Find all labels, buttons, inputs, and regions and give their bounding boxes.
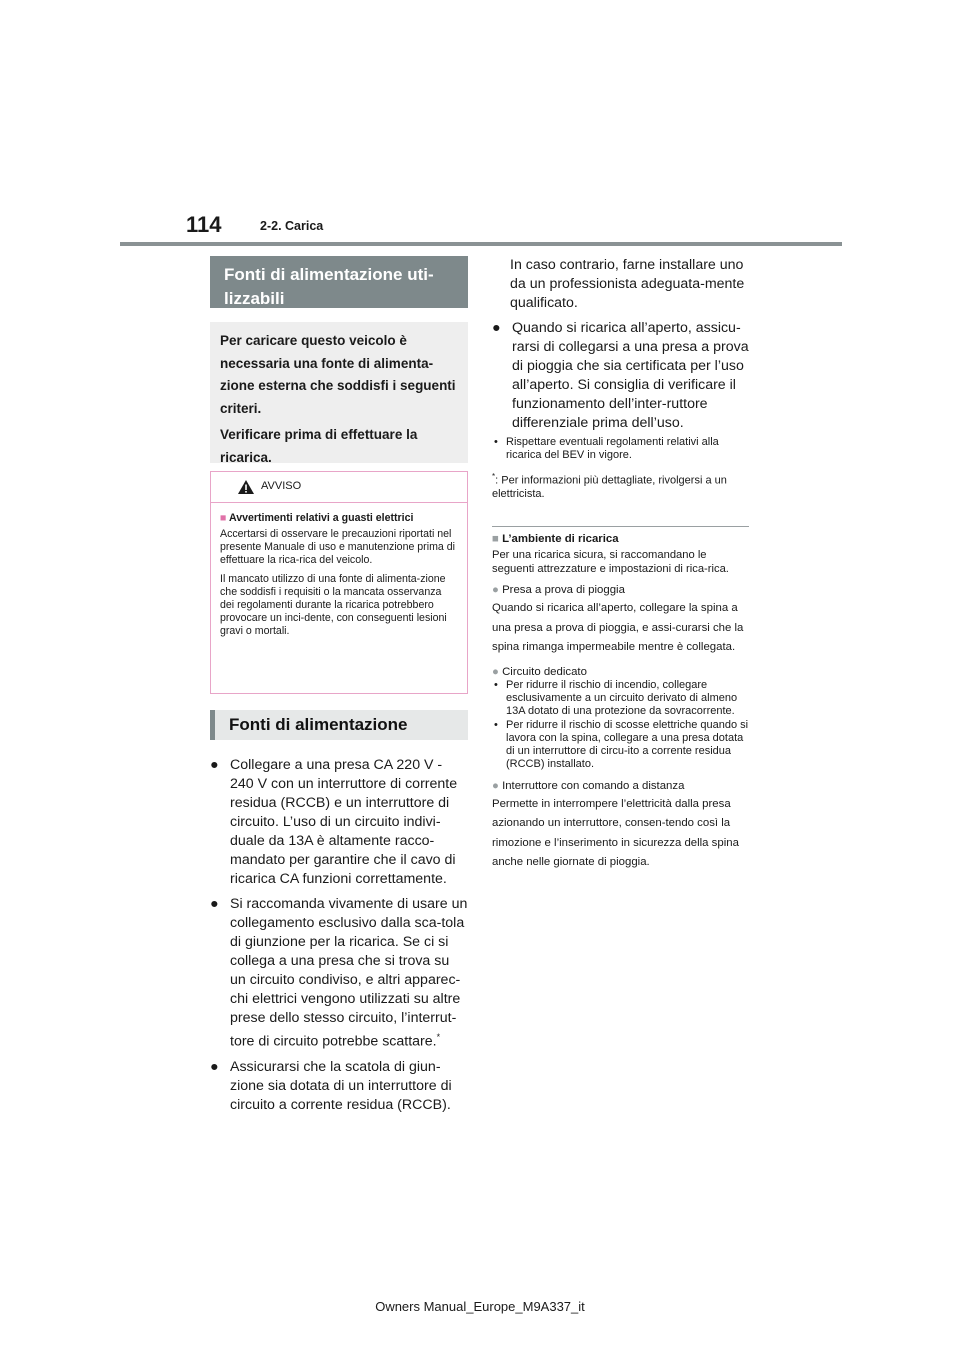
list-item [210,1058,468,1115]
section-heading-power-sources [210,710,468,740]
footnote-text: : Per informazioni più dettagliate, rivolgersi a un elettricista. [492,474,727,500]
footnote-marker: * [492,472,496,481]
warning-label: AVVISO [261,480,302,492]
sub-item-text: Per ridurre il rischio di scosse elettriche quando si lavora con la spina, collegare a una presa dotata di un interruttore di circu-ito a corrente residua (RCCB) installato. [506,718,749,770]
page-number: 114 [186,212,222,237]
item-text: Quando si ricarica all’aperto, collegare la spina a una presa a prova di pioggia, e assi-curarsi che la spina rimanga impermeabile mentre è collegata. [492,602,744,653]
warning-paragraph: Accertarsi di osservare le precauzioni riportati nel presente Manuale di uso e manutenzione prima di effettuare la rica-rica del veicolo. [220,528,455,566]
subsection-title [492,533,749,545]
section-title: 2-2. Carica [260,219,324,233]
item-title-text: Presa a prova di pioggia [502,584,625,596]
list-item-text: Si raccomanda vivamente di usare un collegamento esclusivo dalla sca-tola di giunzione per la ricarica. Se ci si collega a una presa che si trova su un circuito condiviso, e altri apparec-chi elettrici vengono utilizzati su altre prese dello stesso circuito, l’interrut-tore di circuito potrebbe scattare. [230,896,468,1050]
heading-text: Fonti di alimentazione uti-lizzabili [224,265,434,308]
small-bullet-icon: • [494,678,498,691]
subsection-intro: Per una ricarica sicura, si raccomandano le seguenti attrezzature e impostazioni di rica-rica. [492,549,729,575]
footer-text: Owners Manual_Europe_M9A337_it [375,1299,585,1314]
small-bullet-icon: • [494,436,498,448]
subsection-title-text: L’ambiente di ricarica [502,533,619,545]
header-rule [120,242,842,246]
note-text: Rispettare eventuali regolamenti relativi alla ricarica del BEV in vigore. [506,436,719,461]
warning-subtitle-text: Avvertimenti relativi a guasti elettrici [228,512,414,524]
item-title [492,584,749,597]
bullet-icon: ● [492,320,501,336]
list-item [492,319,749,433]
warning-paragraph: Il mancato utilizzo di una fonte di alimenta-zione che soddisfi i requisiti o la mancata osservanza dei regolamenti durante la ricarica potrebbero provocare un inci-dente, con conseguenti lesioni gravi o mortali. [220,573,447,637]
footnote [492,470,749,501]
circle-bullet-icon: ● [492,584,499,596]
section-heading-usable-sources [210,256,468,308]
bullet-icon: ● [210,1058,219,1075]
item-text: Permette in interrompere l’elettricità dalla presa azionando un interruttore, consen-tendo così la rimozione e l’inserimento in sicurezza della spina anche nelle giornate di pioggia. [492,797,739,868]
intro-box [210,322,468,463]
note-block [492,436,749,501]
warning-subtitle [220,512,458,525]
circle-bullet-icon: ● [492,779,499,792]
sub-item [492,679,749,718]
continued-text: In caso contrario, farne installare uno da un professionista adeguata-mente qualificato. [510,257,745,311]
list-item [210,895,468,1052]
list-item-text: Quando si ricarica all’aperto, assicu-rarsi di collegarsi a una presa a prova di pioggia che sia certificata per l’uso all’aperto. Si consiglia di verificare il funzionamento dell’inter-ruttore differenziale prima dell’uso. [512,320,749,431]
footnote-marker: * [436,1032,441,1042]
square-bullet-icon: ■ [492,533,499,545]
square-bullet-icon: ■ [220,512,227,524]
warning-icon [237,479,255,495]
sub-item [492,719,749,771]
right-column-top [492,256,749,433]
sub-item-text: Per ridurre il rischio di incendio, collegare esclusivamente a un circuito derivato di almeno 13A dotato di una protezione da sovracorrente. [506,678,738,717]
list-item [492,780,749,873]
item-title [492,666,749,679]
warning-header [211,472,467,503]
charging-environment-section [492,526,749,873]
intro-text: Verificare prima di effettuare la ricarica. [220,427,418,465]
note-item [492,436,749,462]
list-item [492,584,749,658]
bullet-icon: ● [210,757,219,773]
list-item [210,756,468,889]
heading-text: Fonti di alimentazione [229,715,408,734]
list-item-text: Assicurarsi che la scatola di giun-zione sia dotata di un interruttore di circuito a corrente residua (RCCB). [230,1058,452,1113]
bullet-icon: ● [210,896,219,912]
item-title-text: Interruttore con comando a distanza [502,779,685,792]
list-item-text: Collegare a una presa CA 220 V - 240 V con un interruttore di corrente residua (RCCB) e un interruttore di circuito. L’uso di un circuito indivi-duale da 13A è altamente racco-mandato per garantire che il cavo di ricarica CA funzioni correttamente. [230,757,458,887]
circle-bullet-icon: ● [492,665,499,678]
item-title-text: Circuito dedicato [502,665,587,678]
list-item [492,666,749,771]
small-bullet-icon: • [494,718,498,731]
power-source-list [210,756,468,1115]
item-title [492,780,749,793]
intro-text: Per caricare questo veicolo è necessaria una fonte di alimenta-zione esterna che soddisfi i seguenti criteri. [220,333,456,416]
warning-box [210,471,468,694]
